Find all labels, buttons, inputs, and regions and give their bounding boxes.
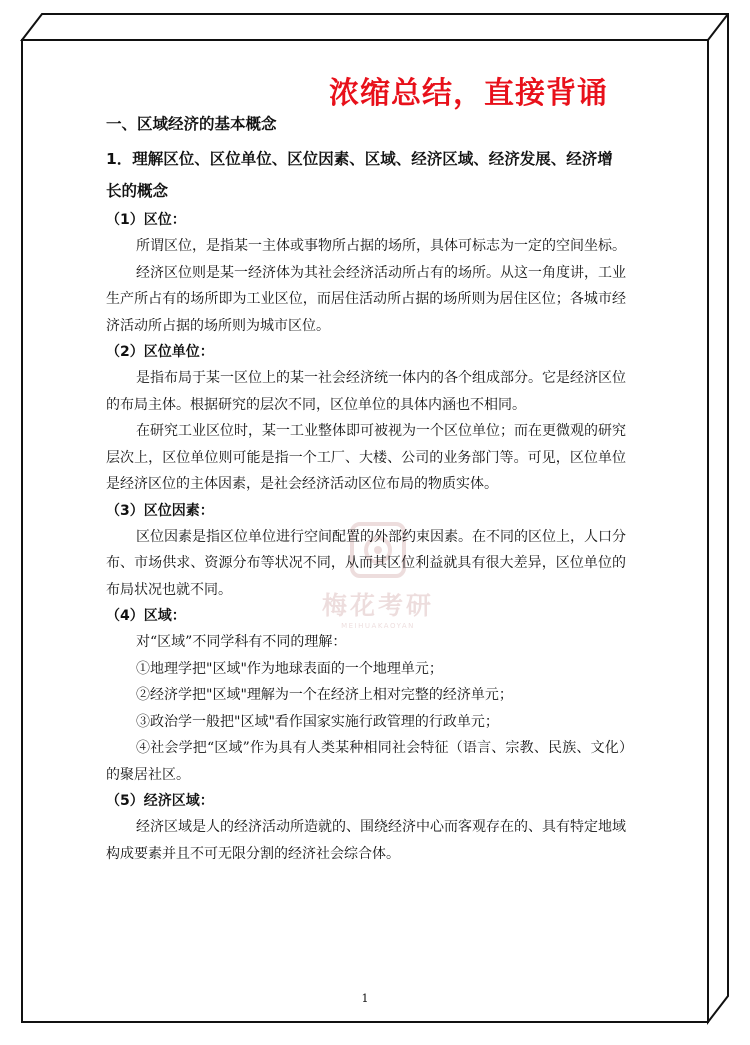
heading-economic-region: （5）经济区域：	[106, 793, 214, 809]
heading-location-factor: （3）区位因素：	[106, 502, 214, 519]
paragraph: 是指布局于某一区位上的某一社会经济统一体内的各个组成部分。它是经济区位的布局主体。根据研究的层次不同，区位单位的具体内涵也不相同。	[106, 370, 626, 413]
list-item: ③政治学一般把"区域"看作国家实施行政管理的行政单元；	[136, 713, 499, 730]
paragraph: 对“区域”不同学科有不同的理解：	[136, 634, 347, 650]
paragraph: 区位因素是指区位单位进行空间配置的外部约束因素。在不同的区位上，人口分布、市场供求、资源分布等状况不同，从而其区位利益就具有很大差异，区位单位的布局状况也就不同。	[106, 528, 626, 598]
page-number: 1	[361, 992, 369, 1005]
section-title: 一、区域经济的基本概念	[106, 115, 277, 133]
watermark-subtext: MEIHUAKAOYAN	[341, 622, 415, 630]
heading-location-unit: （2）区位单位：	[106, 344, 214, 360]
heading-location: （1）区位：	[106, 212, 186, 228]
list-item: ①地理学把"区域"作为地球表面的一个地理单元；	[136, 660, 443, 677]
paragraph: 在研究工业区位时，某一工业整体即可被视为一个区位单位；而在更微观的研究层次上，区位单位则可能是指一个工厂、大楼、公司的业务部门等。可见，区位单位是经济区位的主体因素，是社会经济活动区位布局的物质实体。	[106, 423, 626, 492]
heading-region: （4）区域：	[106, 608, 186, 624]
list-item: ④社会学把“区域”作为具有人类某种相同社会特征（语言、宗教、民族、文化）的聚居社区。	[106, 740, 626, 783]
banner-title: 浓缩总结，直接背诵	[329, 76, 608, 111]
document-content	[106, 112, 626, 867]
topic-title: 1．理解区位、区位单位、区位因素、区域、经济区域、经济发展、经济增长的概念	[106, 150, 613, 200]
list-item: ②经济学把"区域"理解为一个在经济上相对完整的经济单元；	[136, 687, 513, 703]
document-page	[22, 40, 708, 1022]
watermark-text: 梅花考研	[321, 591, 434, 620]
paragraph: 经济区域是人的经济活动所造就的、围绕经济中心而客观存在的、具有特定地域构成要素并且不可无限分割的经济社会综合体。	[106, 819, 626, 862]
paragraph: 经济区位则是某一经济体为其社会经济活动所占有的场所。从这一角度讲，工业生产所占有的场所即为工业区位，而居住活动所占据的场所则为居住区位；各城市经济活动所占据的场所则为城市区位。	[106, 264, 626, 334]
paragraph: 所谓区位，是指某一主体或事物所占据的场所，具体可标志为一定的空间坐标。	[136, 238, 626, 254]
